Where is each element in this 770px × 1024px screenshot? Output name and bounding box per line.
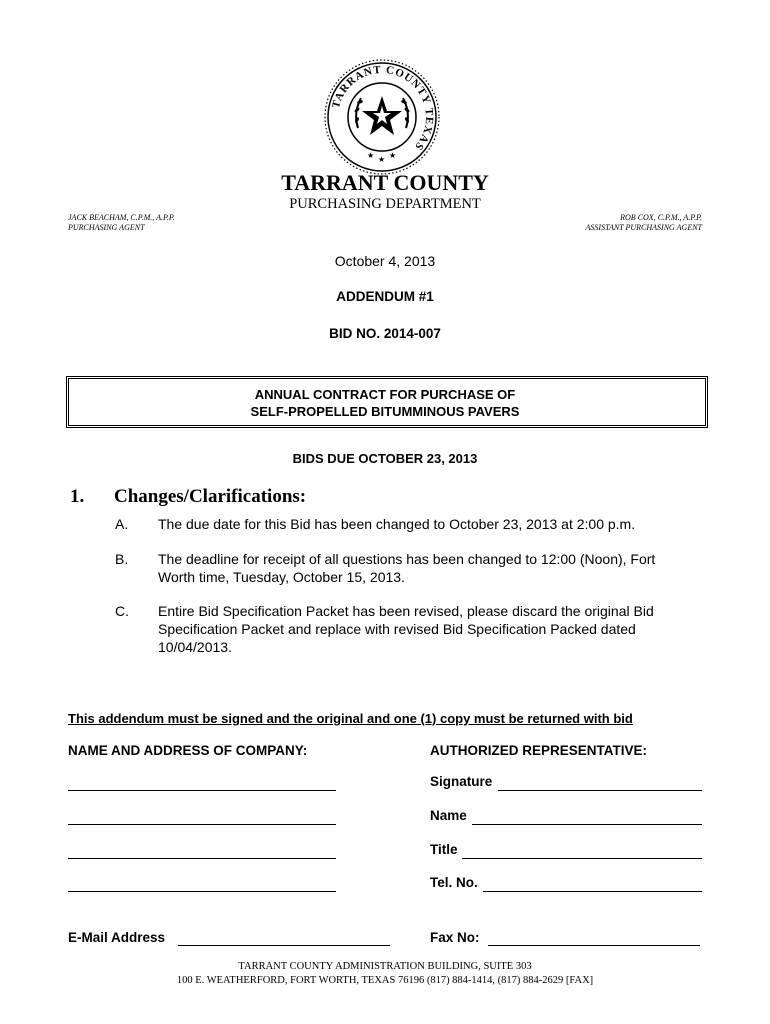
contract-title-line2: SELF-PROPELLED BITUMMINOUS PAVERS: [250, 404, 520, 419]
item-b-text-line1: The deadline for receipt of all questions has been changed to 12:00 (Noon), Fort: [158, 551, 656, 567]
county-seal: [323, 58, 441, 176]
svg-text:★: ★: [378, 155, 386, 164]
item-b-letter: B.: [115, 551, 129, 567]
return-instruction: This addendum must be signed and the original and one (1) copy must be returned with bid: [68, 711, 633, 726]
company-field-line-2[interactable]: [68, 824, 336, 825]
bid-number: BID NO. 2014-007: [329, 326, 441, 341]
name-field[interactable]: [472, 824, 702, 825]
county-seal-star-icon: [323, 58, 441, 176]
representative-heading: AUTHORIZED REPRESENTATIVE:: [430, 743, 648, 758]
tel-field[interactable]: [483, 891, 702, 892]
document-date: October 4, 2013: [334, 253, 436, 269]
title-label: Title: [430, 842, 458, 857]
tel-label: Tel. No.: [430, 875, 478, 890]
contract-title-box: [66, 376, 708, 428]
item-c-text-line1: Entire Bid Specification Packet has been revised, please discard the original Bid: [158, 603, 654, 619]
footer-address-line2: 100 E. WEATHERFORD, FORT WORTH, TEXAS 76196 (817) 884-1414, (817) 884-2629 [FAX]: [176, 975, 594, 986]
county-name: TARRANT COUNTY: [281, 170, 489, 195]
contract-title-line1: ANNUAL CONTRACT FOR PURCHASE OF: [254, 387, 516, 402]
title-field[interactable]: [462, 858, 702, 859]
seal-ring-text: TARRANT COUNTY TEXAS: [329, 63, 436, 153]
email-field[interactable]: [178, 945, 390, 946]
item-c-text-line3: 10/04/2013.: [158, 639, 232, 655]
fax-field[interactable]: [488, 945, 700, 946]
item-b-text-line2: Worth time, Tuesday, October 15, 2013.: [158, 569, 405, 585]
item-a-text: The due date for this Bid has been changed to October 23, 2013 at 2:00 p.m.: [158, 516, 636, 532]
assistant-agent-name: ROB COX, C.P.M., A.P.P.: [620, 213, 702, 222]
company-field-line-1[interactable]: [68, 790, 336, 791]
item-c-letter: C.: [115, 603, 129, 619]
footer-address-line1: TARRANT COUNTY ADMINISTRATION BUILDING, SUITE 303: [238, 961, 532, 972]
department-name: PURCHASING DEPARTMENT: [289, 196, 481, 212]
purchasing-agent-name: JACK BEACHAM, C.P.M., A.P.P.: [68, 213, 175, 222]
email-label: E-Mail Address: [68, 930, 166, 945]
fax-label: Fax No:: [430, 930, 480, 945]
company-field-line-3[interactable]: [68, 858, 336, 859]
addendum-number: ADDENDUM #1: [336, 289, 434, 304]
section-title: Changes/Clarifications:: [114, 486, 307, 507]
assistant-agent-title: ASSISTANT PURCHASING AGENT: [585, 223, 702, 232]
bids-due-date: BIDS DUE OCTOBER 23, 2013: [292, 451, 478, 466]
svg-text:★: ★: [367, 151, 375, 160]
company-heading: NAME AND ADDRESS OF COMPANY:: [68, 743, 308, 758]
name-label: Name: [430, 808, 467, 823]
item-a-letter: A.: [115, 516, 129, 532]
item-c-text-line2: Specification Packet and replace with revised Bid Specification Packed dated: [158, 621, 636, 637]
section-number: 1.: [70, 486, 85, 507]
purchasing-agent-title: PURCHASING AGENT: [68, 223, 145, 232]
signature-field[interactable]: [498, 790, 702, 791]
svg-text:★: ★: [389, 151, 397, 160]
signature-label: Signature: [430, 774, 493, 789]
company-field-line-4[interactable]: [68, 891, 336, 892]
